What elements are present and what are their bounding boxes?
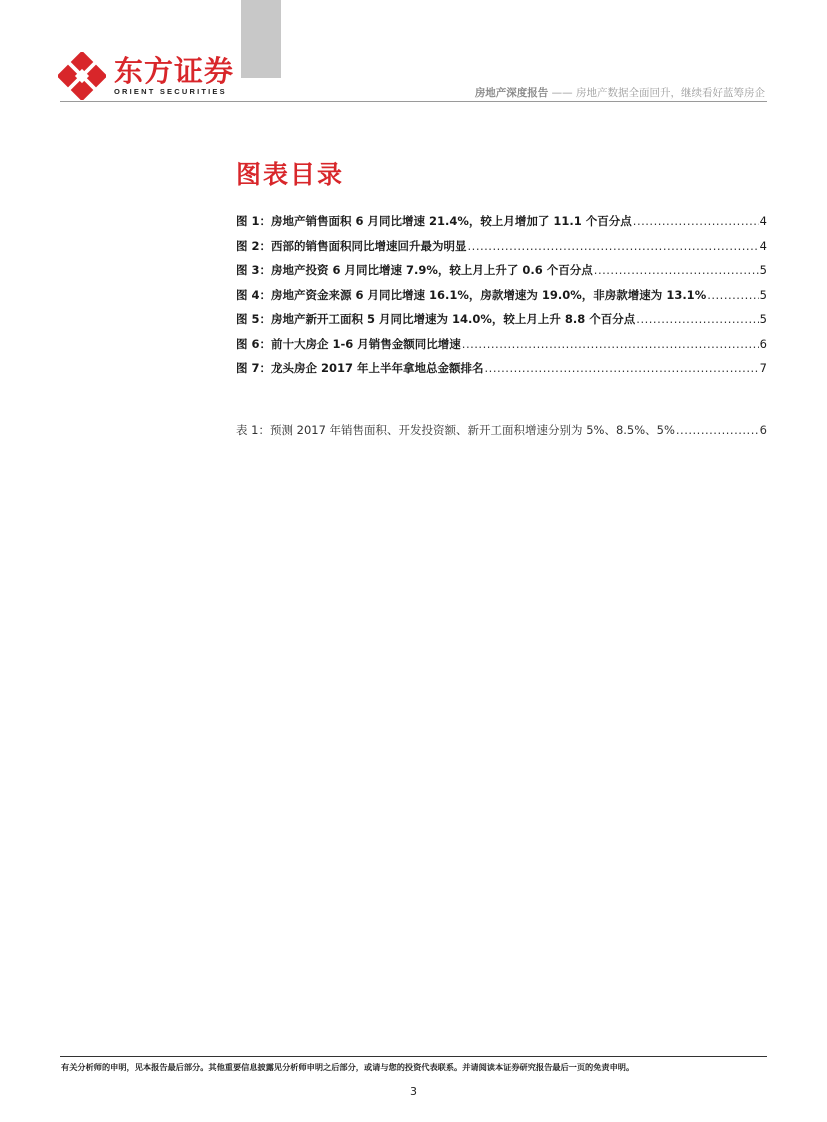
header-separator: ——: [551, 87, 573, 99]
report-subtitle: 房地产数据全面回升，继续看好蓝筹房企: [576, 87, 765, 99]
dot-leader: [676, 423, 759, 437]
toc-entry-page: 6: [759, 336, 767, 351]
toc-entry-page: 5: [759, 312, 767, 326]
toc-entry-figure-1[interactable]: [236, 213, 767, 238]
dot-leader: [462, 337, 759, 351]
toc-entry-label: 图 4：房地产资金来源 6 月同比增速 16.1%，房款增速为 19.0%，非房款增速为 13.1%: [236, 287, 707, 302]
header-gray-tab: [241, 0, 281, 78]
dot-leader: [633, 214, 759, 228]
toc-entry-label: 图 1：房地产销售面积 6 月同比增速 21.4%，较上月增加了 11.1 个百分点: [236, 214, 632, 228]
logo-name-cn: 东方证券: [114, 54, 235, 88]
toc-entry-page: 6: [759, 423, 767, 437]
toc-entry-label: 图 3：房地产投资 6 月同比增速 7.9%，较上月上升了 0.6 个百分点: [236, 263, 593, 277]
toc-entry-figure-3[interactable]: [236, 262, 767, 287]
report-header: [475, 85, 765, 100]
footer-disclaimer: 有关分析师的申明，见本报告最后部分。其他重要信息披露见分析师申明之后部分，或请与您的投资代表联系。并请阅读本证券研究报告最后一页的免责申明。: [61, 1062, 635, 1072]
toc-entry-label: 图 5：房地产新开工面积 5 月同比增速为 14.0%，较上月上升 8.8 个百分点: [236, 312, 636, 326]
dot-leader: [707, 288, 758, 302]
toc-entry-figure-4[interactable]: [236, 287, 767, 312]
toc-entry-page: 4: [759, 214, 767, 228]
toc-entry-page: 4: [759, 238, 767, 253]
logo-name-en: ORIENT SECURITIES: [114, 87, 227, 96]
figure-list: [236, 213, 767, 385]
dot-leader: [636, 312, 758, 326]
logo-mark-icon: [58, 52, 106, 100]
report-type: 房地产深度报告: [474, 87, 549, 99]
toc-entry-table-1[interactable]: [236, 422, 767, 447]
footer-divider: [60, 1056, 767, 1057]
toc-entry-figure-5[interactable]: [236, 311, 767, 336]
toc-entry-label: 表 1：预测 2017 年销售面积、开发投资额、新开工面积增速分别为 5%、8.5%、5%: [236, 423, 675, 437]
dot-leader: [468, 239, 759, 253]
toc-entry-figure-6[interactable]: [236, 336, 767, 361]
dot-leader: [594, 263, 759, 277]
page-number: 3: [410, 1085, 417, 1098]
toc-entry-label: 图 6：前十大房企 1-6 月销售金额同比增速: [236, 336, 461, 351]
toc-entry-page: 5: [759, 287, 767, 302]
toc-entry-label: 图 7：龙头房企 2017 年上半年拿地总金额排名: [236, 361, 484, 375]
dot-leader: [485, 361, 759, 375]
company-logo: [58, 52, 234, 100]
toc-entry-figure-7[interactable]: [236, 360, 767, 385]
page-title: 图表目录: [236, 160, 345, 189]
toc-entry-figure-2[interactable]: [236, 238, 767, 263]
toc-entry-page: 7: [759, 361, 767, 375]
toc-entry-page: 5: [759, 263, 767, 277]
header-divider: [60, 101, 767, 102]
toc-entry-label: 图 2：西部的销售面积同比增速回升最为明显: [236, 238, 467, 253]
table-list: [236, 422, 767, 447]
